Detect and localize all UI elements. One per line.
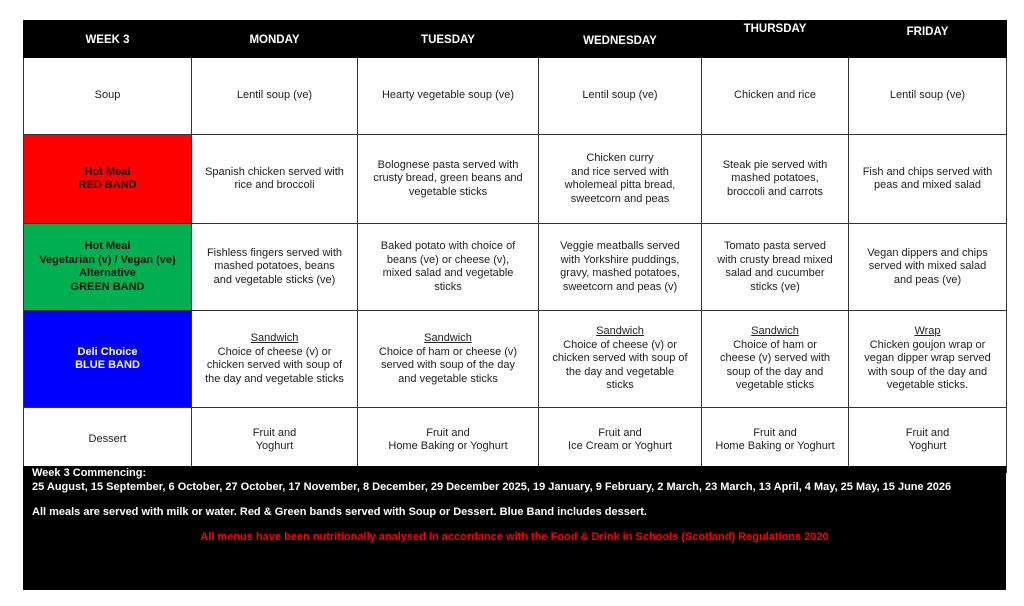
menu-cell-text: Choice of cheese (v) or chicken served with soup of the day and vegetable sticks: [205, 345, 344, 385]
menu-cell: [192, 311, 358, 408]
menu-cell: Lentil soup (ve): [539, 58, 702, 135]
commencing-dates: 25 August, 15 September, 6 October, 27 October, 17 November, 8 December, 29 December 2025, 19 January, 9 February, 2 March, 23 March, 13 April, 4 May, 25 May, 15 June 2026: [32, 480, 952, 493]
meal-note: All meals are served with milk or water. Red & Green bands served with Soup or Dessert. Blue Band includes dessert.: [32, 506, 647, 518]
menu-cell-heading: Sandwich: [596, 325, 644, 338]
row-green-band: [24, 224, 1007, 311]
menu-cell-text: Choice of ham or cheese (v) served with soup of the day and vegetable sticks: [378, 345, 518, 385]
menu-cell: Vegan dippers and chips served with mixed salad and peas (ve): [849, 224, 1007, 311]
menu-cell: Fruit and Ice Cream or Yoghurt: [539, 408, 702, 473]
day-header-tuesday: TUESDAY: [358, 21, 539, 58]
row-label-dessert: Dessert: [24, 408, 192, 473]
menu-cell: Tomato pasta served with crusty bread mixed salad and cucumber sticks (ve): [702, 224, 849, 311]
menu-cell: Baked potato with choice of beans (ve) or cheese (v), mixed salad and vegetable sticks: [358, 224, 539, 311]
menu-cell-heading: Sandwich: [424, 332, 472, 344]
menu-cell: Lentil soup (ve): [849, 58, 1007, 135]
row-label-blue-band: Deli Choice BLUE BAND: [24, 311, 192, 408]
row-soup: [24, 58, 1007, 135]
row-red-band: [24, 135, 1007, 224]
menu-cell: [358, 311, 539, 408]
menu-cell: Bolognese pasta served with crusty bread, green beans and vegetable sticks: [358, 135, 539, 224]
menu-cell: Fruit and Yoghurt: [192, 408, 358, 473]
menu-cell: Veggie meatballs served with Yorkshire puddings, gravy, mashed potatoes, sweetcorn and peas (v): [539, 224, 702, 311]
row-label-red-band: Hot Meal RED BAND: [24, 135, 192, 224]
menu-cell: Fruit and Yoghurt: [849, 408, 1007, 473]
footer-notes: [23, 466, 1006, 590]
menu-cell-text: Choice of ham or cheese (v) served with soup of the day and vegetable sticks: [719, 338, 831, 392]
menu-cell-text: Chicken goujon wrap or vegan dipper wrap served with soup of the day and vegetable sticks.: [864, 338, 991, 392]
day-header-wednesday: WEDNESDAY: [539, 21, 702, 58]
menu-cell: Chicken curry and rice served with wholemeal pitta bread, sweetcorn and peas: [539, 135, 702, 224]
day-header-monday: MONDAY: [192, 21, 358, 58]
row-label-soup: Soup: [24, 58, 192, 135]
menu-cell-heading: Sandwich: [250, 332, 299, 344]
week-label: WEEK 3: [24, 21, 192, 58]
menu-cell: Fruit and Home Baking or Yoghurt: [358, 408, 539, 473]
menu-table: [23, 20, 1007, 473]
menu-cell: Fruit and Home Baking or Yoghurt: [702, 408, 849, 473]
row-blue-band: [24, 311, 1007, 408]
commencing-label: Week 3 Commencing:: [32, 467, 147, 479]
day-header-thursday: THURSDAY: [702, 21, 849, 58]
row-label-green-band: Hot Meal Vegetarian (v) / Vegan (ve) Alternative GREEN BAND: [24, 224, 192, 311]
menu-cell-heading: Wrap: [914, 325, 941, 338]
menu-cell: [702, 311, 849, 408]
menu-cell: [539, 311, 702, 408]
menu-cell: Steak pie served with mashed potatoes, broccoli and carrots: [702, 135, 849, 224]
menu-cell: Fishless fingers served with mashed potatoes, beans and vegetable sticks (ve): [192, 224, 358, 311]
row-dessert: [24, 408, 1007, 473]
regulation-note: All menus have been nutritionally analysed in accordance with the Food & Drink in Schools (Scotland) Regulations 2020: [200, 530, 829, 543]
menu-cell: [849, 311, 1007, 408]
menu-cell: Chicken and rice: [702, 58, 849, 135]
menu-cell: Lentil soup (ve): [192, 58, 358, 135]
header-row: [24, 21, 1007, 58]
menu-cell-text: Choice of cheese (v) or chicken served with soup of the day and vegetable sticks: [552, 338, 688, 392]
day-header-friday: FRIDAY: [849, 21, 1007, 58]
menu-cell: Fish and chips served with peas and mixed salad: [849, 135, 1007, 224]
menu-cell-heading: Sandwich: [751, 325, 799, 338]
menu-cell: Spanish chicken served with rice and broccoli: [192, 135, 358, 224]
menu-cell: Hearty vegetable soup (ve): [358, 58, 539, 135]
